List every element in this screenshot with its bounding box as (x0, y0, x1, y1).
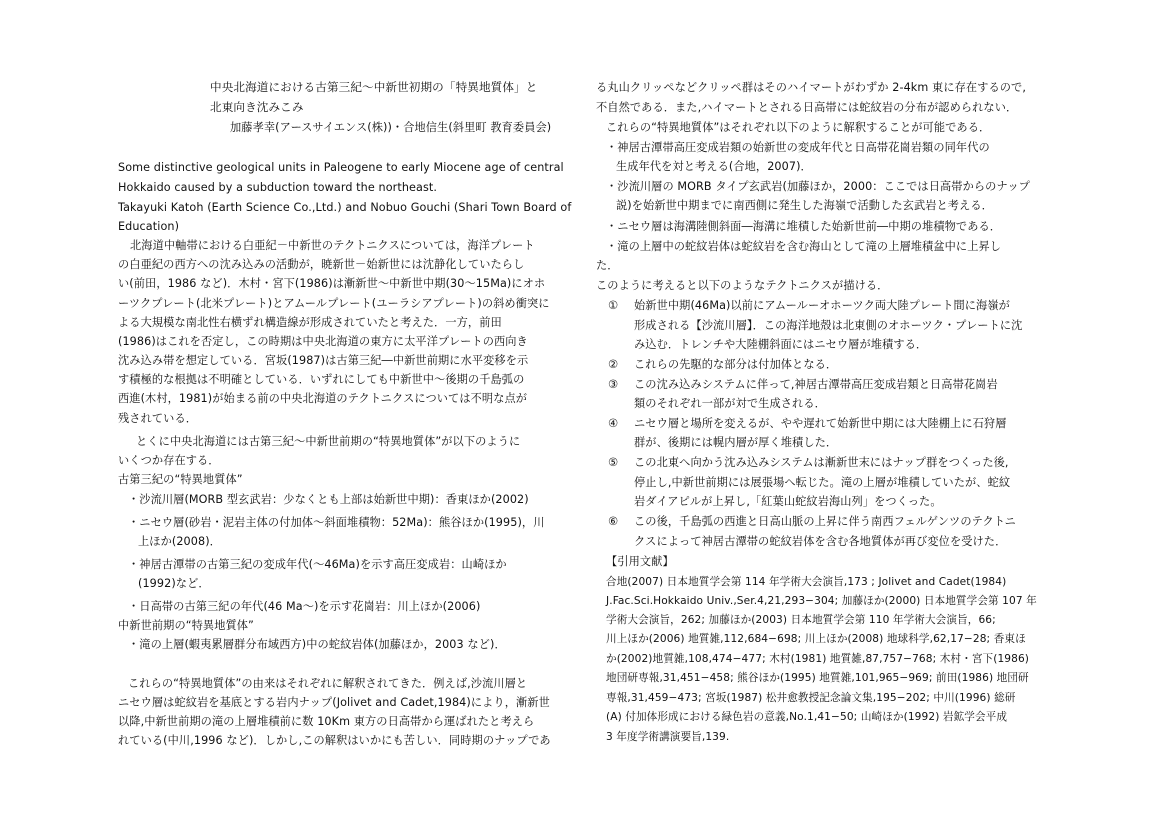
para1-line: ーツクプレート(北米プレート)とアムールプレート(ユーラシアプレート)の斜め衝突に (118, 297, 550, 310)
reference-line: 川上ほか(2006) 地質雑,112,684−698; 川上ほか(2008) 地球科学,62,17−28; 香東ほ (606, 633, 1026, 645)
para3-line: れている(中川,1996 など)．しかし,この解釈はいかにも苦しい．同時期のナップであ (118, 734, 551, 747)
para3-line: これらの“特異地質体”の由来はそれぞれに解釈されてきた．例えば,沙流川層と (128, 677, 528, 690)
reference-line: 専報,31,459−473; 宮坂(1987) 松井愈教授記念論文集,195−202; 中川(1996) 総研 (606, 692, 1016, 704)
paleogene-heading: 古第三紀の“特異地質体” (118, 473, 243, 486)
tectonics-number: ① (608, 299, 619, 312)
para1-line: (1986)はこれを否定し，この時期は中央北海道の東方に太平洋プレートの西向き (118, 335, 528, 348)
authors: 加藤孝幸(アースサイエンス(株))・合地信生(斜里町 教育委員会) (230, 121, 552, 134)
tectonics-line: 形成される【沙流川層】．この海洋地殻は北東側のオホーツク・プレートに沈 (634, 319, 1023, 332)
title-line-2: 北東向き沈みこみ (210, 100, 304, 114)
paleogene-item: ・沙流川層(MORB 型玄武岩：少なくとも上部は始新世中期)：香東ほか(2002) (128, 493, 529, 506)
interpretation-item: 説)を始新世中期までに南西側に発生した海嶺で活動した玄武岩と考える． (616, 199, 993, 212)
interpretation-item: た． (596, 259, 619, 272)
tectonics-number: ⑤ (608, 456, 619, 469)
tectonics-intro: このように考えると以下のようなテクトニクスが描ける． (596, 279, 889, 292)
paleogene-item: ・神居古潭帯の古第三紀の変成年代(～46Ma)を示す高圧変成岩：山崎ほか (128, 558, 507, 571)
english-title-line-1: Some distinctive geological units in Paleogene to early Miocene age of central (118, 161, 564, 174)
miocene-item: ・滝の上層(蝦夷累層群分布域西方)中の蛇紋岩体(加藤ほか，2003 など)． (128, 638, 506, 651)
para2-line: とくに中央北海道には古第三紀～中新世前期の“特異地質体”が以下のように (136, 435, 521, 448)
continued-line: 不自然である．また,ハイマートとされる日高帯には蛇紋岩の分布が認められない． (596, 101, 1018, 114)
paleogene-item: 上ほか(2008)． (138, 535, 221, 548)
tectonics-line: 岩ダイアピルが上昇し,「紅葉山蛇紋岩海山列」をつくった。 (634, 495, 942, 508)
reference-line: 合地(2007) 日本地質学会第 114 年学術大会演旨,173 ; Jolivet and Cadet(1984) (606, 576, 1007, 588)
tectonics-line: この沈み込みシステムに伴って,神居古潭帯高圧変成岩類と日高帯花崗岩 (634, 378, 998, 391)
english-title-line-2: Hokkaido caused by a subduction toward the northeast. (118, 181, 438, 194)
english-authors-line-2: Education) (118, 220, 180, 233)
para1-line: 沈み込み帯を想定している．宮坂(1987)は古第三紀―中新世前期に水平変移を示 (118, 354, 529, 367)
reference-line: 学術大会演旨，262; 加藤ほか(2003) 日本地質学会第 110 年学術大会演旨，66; (606, 614, 996, 626)
continued-line: る丸山クリッペなどクリッペ群はそのハイマートがわずか 2-4km 東に存在するので, (596, 81, 1026, 94)
paleogene-item: ・ニセウ層(砂岩・泥岩主体の付加体～斜面堆積物：52Ma)：熊谷ほか(1995)，川 (128, 516, 545, 529)
interpretation-item: ・沙流川層の MORB タイプ玄武岩(加藤ほか，2000：ここでは日高帯からのナップ (606, 180, 1031, 193)
reference-line: J.Fac.Sci.Hokkaido Univ.,Ser.4,21,293−304; 加藤ほか(2000) 日本地質学会第 107 年 (606, 595, 1037, 607)
para1-line: 残されている． (118, 412, 198, 425)
para2-line: いくつか存在する． (118, 454, 220, 467)
references-heading: 【引用文献】 (606, 555, 674, 568)
reference-line: (A) 付加体形成における緑色岩の意義,No.1,41−50; 山崎ほか(1992) 岩鉱学会平成 (606, 711, 1008, 723)
para3-line: ニセウ層は蛇紋岩を基底とする岩内ナップ(Jolivet and Cadet,1984)により，漸新世 (118, 696, 550, 709)
reference-line: 地団研専報,31,451−458; 熊谷ほか(1995) 地質雑,101,965−969; 前田(1986) 地団研 (606, 672, 1029, 684)
interpretation-item: 生成年代を対と考える(合地，2007)． (616, 160, 812, 173)
interpretation-item: ・滝の上層中の蛇紋岩体は蛇紋岩を含む海山として滝の上層堆積盆中に上昇し (606, 240, 1002, 253)
tectonics-line: 類のそれぞれ一部が対で生成される． (634, 397, 826, 410)
miocene-heading: 中新世前期の“特異地質体” (118, 619, 254, 632)
tectonics-line: これらの先駆的な部分は付加体となる． (634, 358, 838, 371)
para1-line: よる大規模な南北性右横ずれ構造線が形成されていたと考えた．一方，前田 (118, 316, 502, 329)
tectonics-line: 始新世中期(46Ma)以前にアムールーオホーツク両大陸プレート間に海嶺が (634, 299, 1010, 312)
tectonics-number: ③ (608, 378, 619, 391)
tectonics-number: ⑥ (608, 515, 619, 528)
tectonics-line: ニセウ層と場所を変えるが、やや遅れて始新世中期には大陸棚上に石狩層 (634, 417, 1007, 430)
title-line-1: 中央北海道における古第三紀〜中新世初期の「特異地質体」と (210, 80, 538, 94)
paleogene-item: ・日高帯の古第三紀の年代(46 Ma～)を示す花崗岩：川上ほか(2006) (128, 600, 481, 613)
tectonics-line: この北東へ向かう沈み込みシステムは漸新世末にはナップ群をつくった後, (634, 456, 1009, 469)
tectonics-line: 停止し,中新世前期には展張場へ転じた。滝の上層が堆積していたが、蛇紋 (634, 476, 1011, 489)
tectonics-number: ④ (608, 417, 619, 430)
english-authors-line-1: Takayuki Katoh (Earth Science Co.,Ltd.) and Nobuo Gouchi (Shari Town Board of (118, 201, 572, 214)
para3-line: 以降,中新世前期の滝の上層堆積前に数 10Km 東方の日高帯から運ばれたと考えら (118, 715, 535, 728)
paleogene-item: (1992)など． (138, 577, 210, 590)
tectonics-line: み込む．トレンチや大陸棚斜面にはニセウ層が堆積する． (634, 338, 928, 351)
tectonics-line: クスによって神居古潭帯の蛇紋岩体を含む各地質体が再び変位を受けた． (634, 535, 1007, 548)
para1-line: の白亜紀の西方への沈み込みの活動が，暁新世－始新世には沈静化していたらし (118, 258, 525, 271)
para1-line: い(前田，1986 など)．木村・宮下(1986)は漸新世～中新世中期(30～15Ma)にオホ (118, 277, 546, 290)
interpretation-item: ・ニセウ層は海溝陸側斜面―海溝に堆積した始新世前―中期の堆積物である． (606, 220, 1002, 233)
para1-line: 西進(木村，1981)が始まる前の中央北海道のテクトニクスについては不明な点が (118, 392, 528, 405)
para1-line: す積極的な根拠は不明確としている．いずれにしても中新世中～後期の千島弧の (118, 373, 525, 386)
interpretation-intro: これらの“特異地質体”はそれぞれ以下のように解釈することが可能である． (606, 121, 991, 134)
para1-line: 北海道中軸帯における白亜紀－中新世のテクトニクスについては，海洋プレート (130, 239, 535, 252)
reference-line: 3 年度学術講演要旨,139. (606, 731, 730, 743)
tectonics-line: 群が、後期には幌内層が厚く堆積した． (634, 436, 838, 449)
tectonics-number: ② (608, 358, 619, 371)
interpretation-item: ・神居古潭帯高圧変成岩類の始新世の変成年代と日高帯花崗岩類の同年代の (606, 141, 990, 154)
tectonics-line: この後，千島弧の西進と日高山脈の上昇に伴う南西フェルゲンツのテクトニ (634, 515, 1016, 528)
reference-line: か(2002)地質雑,108,474−477; 木村(1981) 地質雑,87,757−768; 木村・宮下(1986) (606, 653, 1030, 665)
